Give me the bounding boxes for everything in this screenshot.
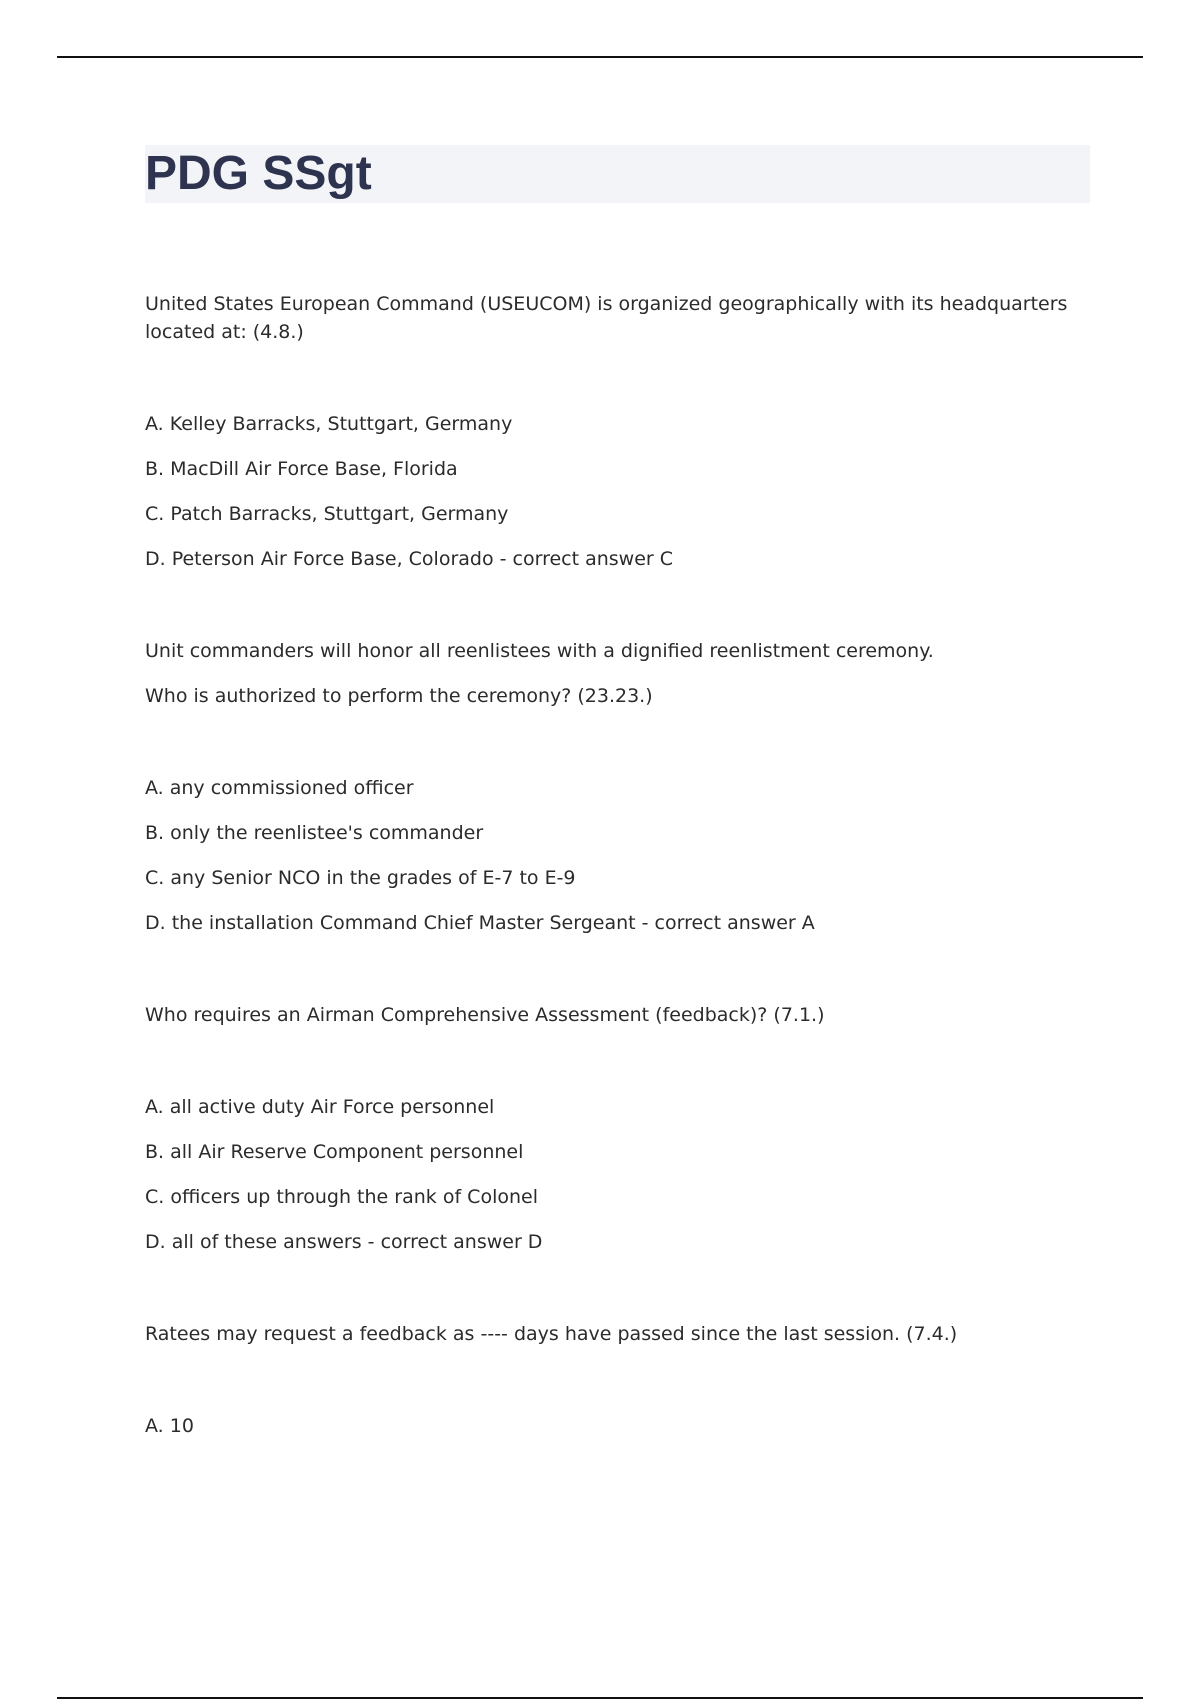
answer-option: D. Peterson Air Force Base, Colorado - correct answer C: [145, 548, 674, 570]
answer-option: B. only the reenlistee's commander: [145, 822, 484, 844]
top-rule: [57, 56, 1143, 58]
answer-options: [145, 410, 1090, 573]
question-block: [145, 637, 1090, 937]
answer-option: A. Kelley Barracks, Stuttgart, Germany: [145, 413, 513, 435]
answer-option: C. any Senior NCO in the grades of E-7 to E-9: [145, 867, 576, 889]
question-text: Unit commanders will honor all reenlistees with a dignified reenlistment ceremony.: [145, 640, 934, 662]
answer-option: A. all active duty Air Force personnel: [145, 1096, 495, 1118]
document-body: [145, 290, 1090, 1504]
question-block: [145, 290, 1090, 573]
question-block: [145, 1320, 1090, 1440]
answer-options: [145, 774, 1090, 937]
question-text: Ratees may request a feedback as ---- days have passed since the last session. (7.4.): [145, 1323, 958, 1345]
page-title: PDG SSgt: [145, 147, 372, 200]
question-text: Who requires an Airman Comprehensive Assessment (feedback)? (7.1.): [145, 1004, 825, 1026]
question-block: [145, 1001, 1090, 1256]
answer-options: [145, 1093, 1090, 1256]
answer-option: D. all of these answers - correct answer D: [145, 1231, 543, 1253]
answer-option: C. Patch Barracks, Stuttgart, Germany: [145, 503, 509, 525]
answer-options: [145, 1412, 1090, 1440]
answer-option: A. any commissioned officer: [145, 777, 414, 799]
answer-option: B. MacDill Air Force Base, Florida: [145, 458, 458, 480]
question-text: Who is authorized to perform the ceremony? (23.23.): [145, 685, 653, 707]
answer-option: C. officers up through the rank of Colonel: [145, 1186, 538, 1208]
answer-option: D. the installation Command Chief Master Sergeant - correct answer A: [145, 912, 815, 934]
bottom-rule: [57, 1697, 1143, 1699]
question-text: United States European Command (USEUCOM) is organized geographically with its headquarters located at: (4.8.): [145, 293, 1068, 343]
answer-option: B. all Air Reserve Component personnel: [145, 1141, 524, 1163]
answer-option: A. 10: [145, 1415, 194, 1437]
